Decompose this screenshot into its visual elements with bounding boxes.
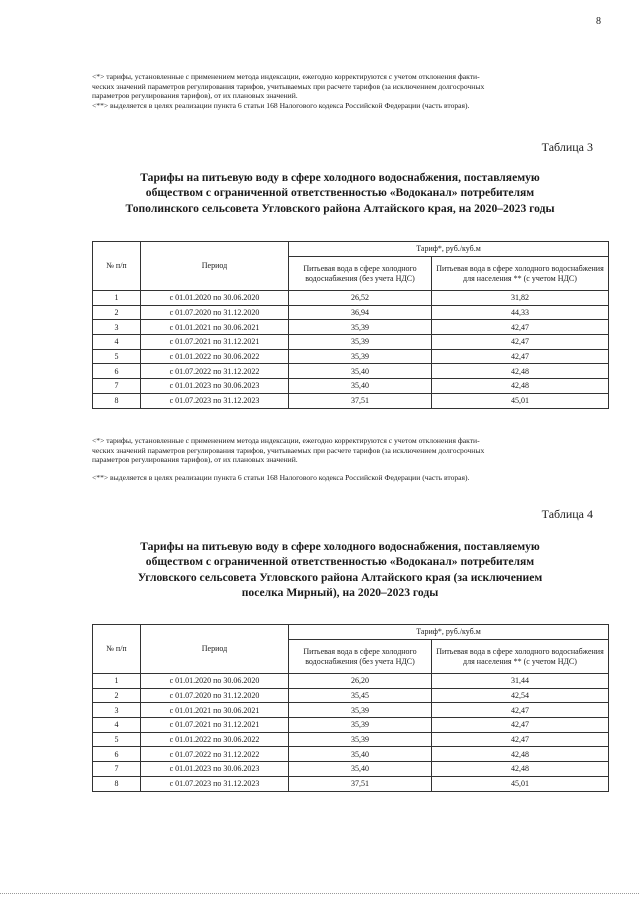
- row-number-cell: 8: [93, 393, 141, 408]
- table-row: [93, 393, 609, 408]
- header-col-without-vat: Питьевая вода в сфере холодного водоснабжения (без учета НДС): [289, 640, 432, 674]
- tariff-without-vat-cell: 36,94: [289, 305, 432, 320]
- footnote-line: <*> тарифы, установленные с применением метода индексации, ежегодно корректируются с учетом отклонения факти-: [92, 72, 480, 81]
- table-3-title: [80, 170, 600, 216]
- period-cell: с 01.01.2021 по 30.06.2021: [141, 320, 289, 335]
- row-number-cell: 1: [93, 291, 141, 306]
- page-number: 8: [596, 16, 601, 27]
- tariff-without-vat-cell: 35,40: [289, 364, 432, 379]
- title-line: поселка Мирный), на 2020–2023 годы: [241, 586, 439, 600]
- row-number-cell: 4: [93, 335, 141, 350]
- row-number-cell: 1: [93, 674, 141, 689]
- table-row: [93, 688, 609, 703]
- tariff-with-vat-cell: 31,44: [432, 674, 609, 689]
- table-row: [93, 364, 609, 379]
- table-row: [93, 335, 609, 350]
- row-number-cell: 5: [93, 732, 141, 747]
- header-period: Период: [141, 625, 289, 674]
- period-cell: с 01.07.2021 по 31.12.2021: [141, 718, 289, 733]
- title-line: Тополинского сельсовета Угловского района Алтайского края, на 2020–2023 годы: [125, 201, 555, 215]
- tariff-without-vat-cell: 35,39: [289, 335, 432, 350]
- row-number-cell: 3: [93, 703, 141, 718]
- table-row: [93, 291, 609, 306]
- tariff-without-vat-cell: 35,39: [289, 732, 432, 747]
- tariff-with-vat-cell: 42,47: [432, 320, 609, 335]
- tariff-with-vat-cell: 42,47: [432, 718, 609, 733]
- period-cell: с 01.01.2020 по 30.06.2020: [141, 291, 289, 306]
- table-row: [93, 718, 609, 733]
- header-period: Период: [141, 242, 289, 291]
- tariff-with-vat-cell: 45,01: [432, 393, 609, 408]
- footnote-line: параметров регулирования тарифов), от их плановых значений.: [92, 455, 298, 465]
- table-row: [93, 305, 609, 320]
- period-cell: с 01.07.2020 по 31.12.2020: [141, 688, 289, 703]
- tariff-with-vat-cell: 42,47: [432, 335, 609, 350]
- table-4-title: [80, 539, 600, 601]
- row-number-cell: 8: [93, 776, 141, 791]
- title-line: Тарифы на питьевую воду в сфере холодного водоснабжения, поставляемую: [140, 171, 540, 184]
- row-number-cell: 2: [93, 305, 141, 320]
- header-tariff: Тариф*, руб./куб.м: [289, 625, 609, 640]
- table-3-label: Таблица 3: [541, 140, 593, 154]
- table-row: [93, 732, 609, 747]
- row-number-cell: 6: [93, 747, 141, 762]
- tariff-with-vat-cell: 42,47: [432, 703, 609, 718]
- header-num: № п/п: [93, 242, 141, 291]
- tariff-with-vat-cell: 42,54: [432, 688, 609, 703]
- table-row: [93, 703, 609, 718]
- period-cell: с 01.07.2023 по 31.12.2023: [141, 776, 289, 791]
- row-number-cell: 7: [93, 379, 141, 394]
- tariff-without-vat-cell: 26,20: [289, 674, 432, 689]
- tariff-without-vat-cell: 26,52: [289, 291, 432, 306]
- period-cell: с 01.07.2022 по 31.12.2022: [141, 747, 289, 762]
- row-number-cell: 4: [93, 718, 141, 733]
- table-row: [93, 747, 609, 762]
- table-4-label: Таблица 4: [541, 507, 593, 521]
- footnote-block-top: [92, 72, 602, 110]
- period-cell: с 01.01.2020 по 30.06.2020: [141, 674, 289, 689]
- tariff-without-vat-cell: 35,39: [289, 320, 432, 335]
- table-row: [93, 762, 609, 777]
- table-row: [93, 776, 609, 791]
- title-line: Угловского сельсовета Угловского района Алтайского края (за исключением: [137, 570, 543, 584]
- table-row: [93, 320, 609, 335]
- header-col-with-vat: Питьевая вода в сфере холодного водоснабжения для населения ** (с учетом НДС): [432, 640, 609, 674]
- tariff-with-vat-cell: 42,48: [432, 762, 609, 777]
- tariff-without-vat-cell: 35,39: [289, 349, 432, 364]
- footnote-line: <**> выделяется в целях реализации пункта 6 статьи 168 Налогового кодекса Российской Федерации (часть вторая).: [92, 100, 470, 110]
- row-number-cell: 6: [93, 364, 141, 379]
- tariff-with-vat-cell: 42,48: [432, 364, 609, 379]
- footnote-line: <*> тарифы, установленные с применением метода индексации, ежегодно корректируются с учетом отклонения факти-: [92, 436, 480, 445]
- footnote-line: ческих значений параметров регулирования тарифов, учитываемых при расчете тарифов (за исключением долгосрочных: [92, 445, 485, 455]
- period-cell: с 01.07.2022 по 31.12.2022: [141, 364, 289, 379]
- table-body: [93, 291, 609, 409]
- tariff-with-vat-cell: 44,33: [432, 305, 609, 320]
- header-tariff: Тариф*, руб./куб.м: [289, 242, 609, 257]
- header-col-with-vat: Питьевая вода в сфере холодного водоснабжения для населения ** (с учетом НДС): [432, 257, 609, 291]
- footnote-line: ческих значений параметров регулирования тарифов, учитываемых при расчете тарифов (за исключением долгосрочных: [92, 81, 485, 91]
- page-bottom-divider: [0, 893, 639, 894]
- tariff-with-vat-cell: 42,47: [432, 732, 609, 747]
- tariff-without-vat-cell: 35,40: [289, 379, 432, 394]
- table-body: [93, 674, 609, 792]
- header-col-without-vat: Питьевая вода в сфере холодного водоснабжения (без учета НДС): [289, 257, 432, 291]
- period-cell: с 01.01.2022 по 30.06.2022: [141, 732, 289, 747]
- period-cell: с 01.01.2022 по 30.06.2022: [141, 349, 289, 364]
- row-number-cell: 3: [93, 320, 141, 335]
- tariff-table-4: [92, 624, 609, 792]
- table-row: [93, 674, 609, 689]
- row-number-cell: 7: [93, 762, 141, 777]
- tariff-table-3: [92, 241, 609, 409]
- period-cell: с 01.07.2023 по 31.12.2023: [141, 393, 289, 408]
- tariff-with-vat-cell: 45,01: [432, 776, 609, 791]
- table-row: [93, 349, 609, 364]
- tariff-with-vat-cell: 42,48: [432, 379, 609, 394]
- tariff-with-vat-cell: 42,48: [432, 747, 609, 762]
- title-line: Тарифы на питьевую воду в сфере холодного водоснабжения, поставляемую: [140, 540, 540, 553]
- title-line: обществом с ограниченной ответственностью «Водоканал» потребителям: [145, 186, 535, 200]
- period-cell: с 01.07.2021 по 31.12.2021: [141, 335, 289, 350]
- tariff-with-vat-cell: 42,47: [432, 349, 609, 364]
- row-number-cell: 2: [93, 688, 141, 703]
- period-cell: с 01.01.2023 по 30.06.2023: [141, 762, 289, 777]
- tariff-without-vat-cell: 37,51: [289, 776, 432, 791]
- header-num: № п/п: [93, 625, 141, 674]
- tariff-with-vat-cell: 31,82: [432, 291, 609, 306]
- row-number-cell: 5: [93, 349, 141, 364]
- title-line: обществом с ограниченной ответственностью «Водоканал» потребителям: [145, 555, 535, 569]
- tariff-without-vat-cell: 35,45: [289, 688, 432, 703]
- tariff-without-vat-cell: 35,39: [289, 703, 432, 718]
- footnote-line: <**> выделяется в целях реализации пункта 6 статьи 168 Налогового кодекса Российской Федерации (часть вторая).: [92, 472, 470, 482]
- tariff-without-vat-cell: 35,40: [289, 762, 432, 777]
- period-cell: с 01.07.2020 по 31.12.2020: [141, 305, 289, 320]
- tariff-without-vat-cell: 35,40: [289, 747, 432, 762]
- footnote-block-middle: [92, 436, 602, 482]
- tariff-without-vat-cell: 35,39: [289, 718, 432, 733]
- period-cell: с 01.01.2023 по 30.06.2023: [141, 379, 289, 394]
- tariff-without-vat-cell: 37,51: [289, 393, 432, 408]
- table-row: [93, 379, 609, 394]
- footnote-line: параметров регулирования тарифов), от их плановых значений.: [92, 91, 298, 101]
- period-cell: с 01.01.2021 по 30.06.2021: [141, 703, 289, 718]
